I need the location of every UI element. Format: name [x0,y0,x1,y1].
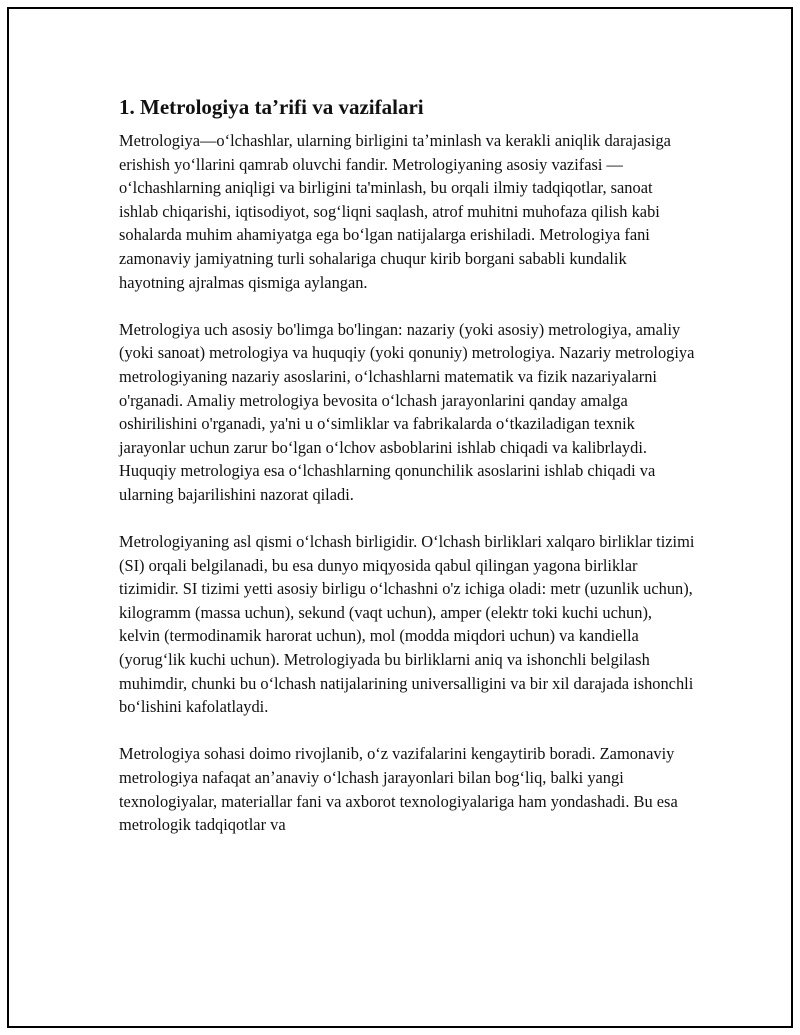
paragraph-development: Metrologiya sohasi doimo rivojlanib, oʻz vazifalarini kengaytirib boradi. Zamonaviy metrologiya nafaqat anʼanaviy oʻlchash jarayonlari bilan bogʻliq, balki yangi texnologiyalar, materiallar fani va axborot texnologiyalariga ham yondashadi. Bu esa metrologik tadqiqotlar va [119,744,678,835]
page-frame [7,7,793,1028]
document-body [119,93,695,860]
paragraph-definition: Metrologiya—oʻlchashlar, ularning birligini taʼminlash va kerakli aniqlik darajasiga erishish yoʻllarini qamrab oluvchi fandir. Metrologiyaning asosiy vazifasi — oʻlchashlarning aniqligi va birligini ta'minlash, bu orqali ilmiy tadqiqotlar, sanoat ishlab chiqarishi, iqtisodiyot, sogʻliqni saqlash, atrof muhitni muhofaza qilish kabi sohalarda muhim ahamiyatga ega boʻlgan natijalarga erishiladi. Metrologiya fani zamonaviy jamiyatning turli sohalariga chuqur kirib borgani sababli kundalik hayotning ajralmas qismiga aylangan. [119,131,671,292]
section-heading: 1. Metrologiya ta’rifi va vazifalari [119,95,424,119]
paragraph-units: Metrologiyaning asl qismi oʻlchash birligidir. Oʻlchash birliklari xalqaro birliklar tizimi (SI) orqali belgilanadi, bu esa dunyo miqyosida qabul qilingan yagona birliklar tizimidir. SI tizimi yetti asosiy birligu oʻlchashni o'z ichiga oladi: metr (uzunlik uchun), kilogramm (massa uchun), sekund (vaqt uchun), amper (elektr toki kuchi uchun), kelvin (termodinamik harorat uchun), mol (modda miqdori uchun) va kandiella (yorugʻlik kuchi uchun). Metrologiyada bu birliklarni aniq va ishonchli belgilash muhimdir, chunki bu oʻlchash natijalarining universalligini va bir xil darajada ishonchli boʻlishini kafolatlaydi. [119,532,695,717]
paragraph-branches: Metrologiya uch asosiy bo'limga bo'lingan: nazariy (yoki asosiy) metrologiya, amaliy (yoki sanoat) metrologiya va huquqiy (yoki qonuniy) metrologiya. Nazariy metrologiya metrologiyaning nazariy asoslarini, oʻlchashlarni matematik va fizik nazariyalarni o'rganadi. Amaliy metrologiya bevosita oʻlchash jarayonlarini qanday amalga oshirilishini o'rganadi, ya'ni u oʻsimliklar va fabrikalarda oʻtkaziladigan texnik jarayonlar uchun zarur boʻlgan oʻlchov asboblarini ishlab chiqadi va kalibrlaydi. Huquqiy metrologiya esa oʻlchashlarning qonunchilik asoslarini ishlab chiqadi va ularning bajarilishini nazorat qiladi. [119,319,695,504]
